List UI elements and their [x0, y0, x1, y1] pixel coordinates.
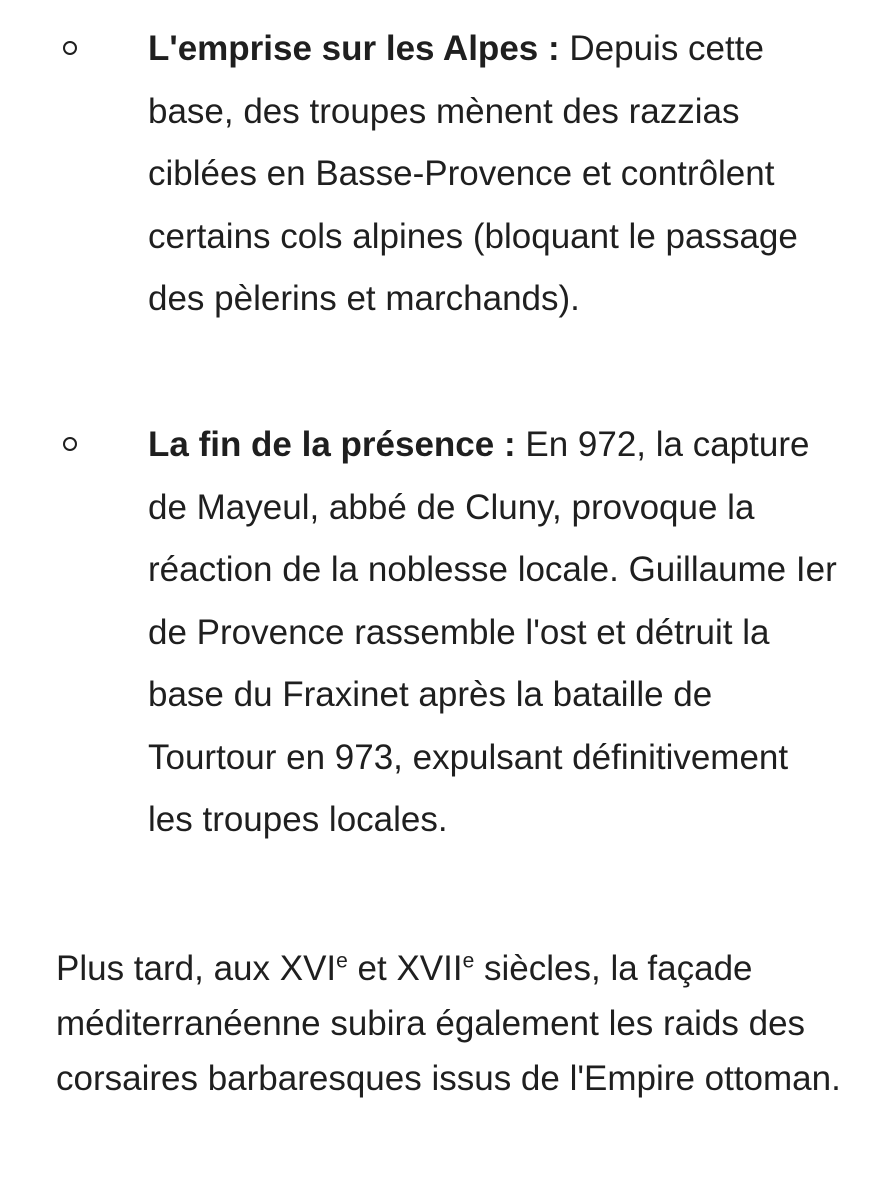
- paragraph-text: et XVII: [347, 949, 463, 988]
- hollow-circle-bullet-icon: [63, 41, 77, 55]
- hollow-circle-bullet-icon: [63, 437, 77, 451]
- bullet-text: [148, 18, 838, 331]
- bullet-text: [148, 414, 838, 852]
- bullet-title: L'emprise sur les Alpes :: [148, 29, 560, 68]
- bullet-title: La fin de la présence :: [148, 425, 516, 464]
- bullet-body: En 972, la capture de Mayeul, abbé de Cluny, provoque la réaction de la noblesse locale. Guillaume Ier de Provence rassemble l'ost et détruit la base du Fraxinet après la bataille de Tourtour en 973, expulsant définitivement les troupes locales.: [148, 425, 837, 839]
- paragraph-text: Plus tard, aux XVI: [56, 949, 337, 988]
- paragraph-text: siècles, la façade méditerranéenne subira également les raids des corsaires barbaresques issus de l'Empire ottoman.: [56, 949, 841, 1098]
- closing-paragraph: [56, 941, 856, 1106]
- superscript: e: [336, 949, 348, 973]
- superscript: e: [462, 949, 475, 973]
- bullet-body: Depuis cette base, des troupes mènent des razzias ciblées en Basse-Provence et contrôlent certains cols alpines (bloquant le passage des pèlerins et marchands).: [148, 29, 798, 318]
